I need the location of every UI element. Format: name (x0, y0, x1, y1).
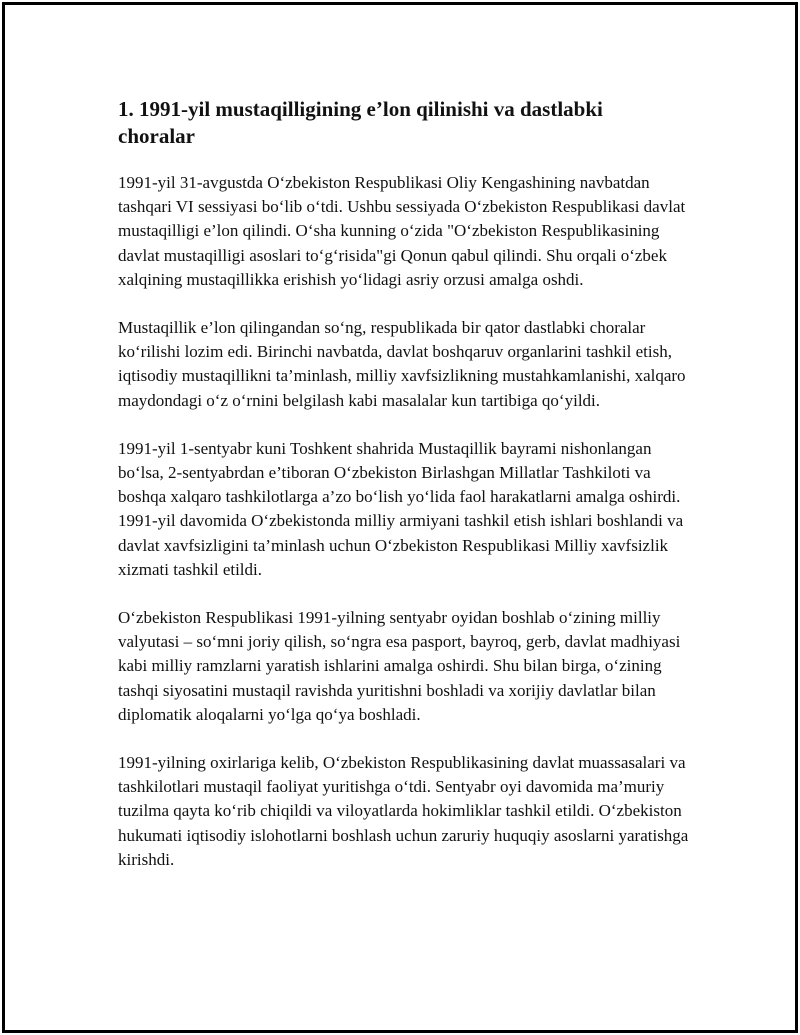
paragraph-state-institutions: 1991-yilning oxirlariga kelib, O‘zbekiston Respublikasining davlat muassasalari va tashkilotlari mustaqil faoliyat yuritishga o‘tdi. Sentyabr oyi davomida ma’muriy tuzilma qayta ko‘rib chiqildi va viloyatlarda hokimliklar tashkil etildi. O‘zbekiston hukumati iqtisodiy islohotlarni boshlash uchun zaruriy huquqiy asoslarni yaratishga kirishdi. (118, 753, 689, 869)
paragraph-international-recognition: 1991-yil 1-sentyabr kuni Toshkent shahrida Mustaqillik bayrami nishonlangan bo‘lsa, 2-sentyabrdan e’tiboran O‘zbekiston Birlashgan Millatlar Tashkiloti va boshqa xalqaro tashkilotlarga a’zo bo‘lish yo‘lida faol harakatlarni amalga oshirdi. 1991-yil davomida O‘zbekistonda milliy armiyani tashkil etish ishlari boshlandi va davlat xavfsizligini ta’minlash uchun O‘zbekiston Respublikasi Milliy xavfsizlik xizmati tashkil etildi. (118, 438, 684, 579)
paragraph-initial-measures: Mustaqillik e’lon qilingandan so‘ng, respublikada bir qator dastlabki choralar ko‘rilishi lozim edi. Birinchi navbatda, davlat boshqaruv organlarini tashkil etish, iqtisodiy mustaqillikni ta’minlash, milliy xavfsizlikning mustahkamlanishi, xalqaro maydondagi o‘z o‘rnini belgilash kabi masalalar kun tartibiga qo‘yildi. (118, 318, 686, 410)
paragraph-independence-declaration: 1991-yil 31-avgustda O‘zbekiston Respublikasi Oliy Kengashining navbatdan tashqari VI sessiyasi bo‘lib o‘tdi. Ushbu sessiyada O‘zbekiston Respublikasi davlat mustaqilligi e’lon qilindi. O‘sha kunning o‘zida "O‘zbekiston Respublikasining davlat mustaqilligi asoslari to‘g‘risida"gi Qonun qabul qilindi. Shu orqali o‘zbek xalqining mustaqillikka erishish yo‘lidagi asriy orzusi amalga oshdi. (118, 173, 686, 289)
document-body (118, 96, 690, 896)
paragraph-national-symbols: O‘zbekiston Respublikasi 1991-yilning sentyabr oyidan boshlab o‘zining milliy valyutasi – so‘mni joriy qilish, so‘ngra esa pasport, bayroq, gerb, davlat madhiyasi kabi milliy ramzlarni yaratish ishlarini amalga oshirdi. Shu bilan birga, o‘zining tashqi siyosatini mustaqil ravishda yuritishni boshladi va xorijiy davlatlar bilan diplomatik aloqalarni yo‘lga qo‘ya boshladi. (118, 608, 681, 724)
section-heading: 1. 1991-yil mustaqilligining e’lon qilinishi va dastlabki choralar (118, 97, 603, 148)
